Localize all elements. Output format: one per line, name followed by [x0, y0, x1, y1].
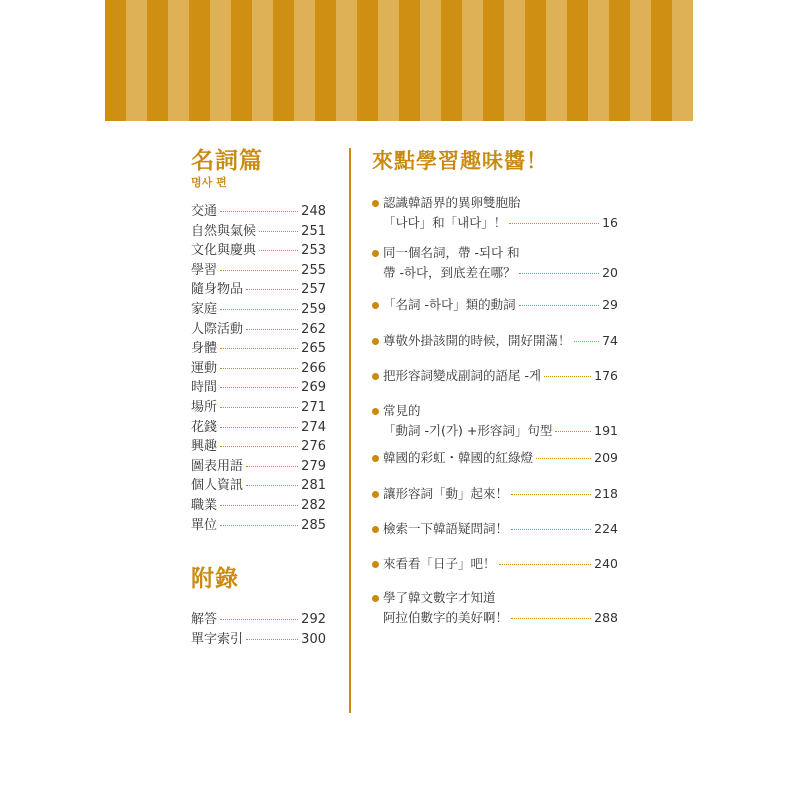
- toc-entry-label: 場所: [191, 399, 218, 415]
- bullet-dot-icon: [372, 526, 379, 533]
- appendix-toc-list: [191, 608, 326, 648]
- toc-entry-label: 家庭: [191, 301, 218, 317]
- toc-entry-page: 248: [301, 204, 326, 219]
- tip-entry-page: 20: [602, 265, 618, 280]
- toc-entry-label: 交通: [191, 204, 218, 219]
- toc-entry-page: 265: [301, 341, 326, 357]
- toc-entry-page: 266: [301, 360, 326, 376]
- toc-entry-page: 255: [301, 262, 326, 278]
- dot-leader: [220, 505, 298, 506]
- toc-entry[interactable]: [191, 337, 326, 357]
- toc-entry[interactable]: [191, 396, 326, 416]
- tip-entry[interactable]: [372, 588, 618, 628]
- bullet-dot-icon: [372, 455, 379, 462]
- tip-entry[interactable]: [372, 519, 618, 539]
- toc-entry-label: 人際活動: [191, 321, 244, 337]
- toc-entry[interactable]: [191, 435, 326, 455]
- tips-section: [372, 148, 618, 625]
- toc-entry-label: 圖表用語: [191, 458, 244, 474]
- dot-leader: [511, 494, 591, 495]
- tip-entry-page: 288: [594, 610, 618, 625]
- dot-leader: [246, 466, 298, 467]
- tip-entry-page: 74: [602, 333, 618, 348]
- toc-entry-label: 時間: [191, 380, 218, 396]
- dot-leader: [511, 529, 591, 530]
- toc-entry[interactable]: [191, 239, 326, 259]
- toc-entry-label: 單位: [191, 517, 218, 533]
- toc-entry[interactable]: [191, 376, 326, 396]
- nouns-section-title: 名詞篇: [191, 148, 263, 174]
- bullet-dot-icon: [372, 595, 379, 602]
- toc-entry-label: 身體: [191, 341, 218, 357]
- tip-entry[interactable]: [372, 295, 618, 315]
- tip-entry[interactable]: [372, 243, 618, 283]
- dot-leader: [544, 376, 591, 377]
- tip-entry-page: 29: [602, 297, 618, 312]
- dot-leader: [220, 525, 298, 526]
- dot-leader: [220, 211, 298, 212]
- toc-entry-page: 300: [301, 632, 326, 647]
- tip-entry-text: 讓形容詞「動」起來！: [383, 486, 509, 501]
- toc-entry-label: 解答: [191, 612, 218, 627]
- dot-leader: [246, 485, 298, 486]
- dot-leader: [220, 309, 298, 310]
- appendix-section-title: 附錄: [191, 566, 239, 592]
- dot-leader: [259, 231, 298, 232]
- toc-entry-label: 花錢: [191, 419, 218, 435]
- toc-entry[interactable]: [191, 494, 326, 514]
- toc-entry[interactable]: [191, 608, 326, 628]
- bullet-dot-icon: [372, 250, 379, 257]
- bullet-dot-icon: [372, 200, 379, 207]
- appendix-section: [191, 566, 326, 648]
- bullet-dot-icon: [372, 302, 379, 309]
- tip-entry-page: 240: [594, 556, 618, 571]
- toc-entry-page: 257: [301, 282, 326, 298]
- tip-entry-page: 176: [594, 368, 618, 383]
- dot-leader: [511, 618, 591, 619]
- tip-entry-text: 「나다」和「내다」！: [383, 215, 507, 230]
- dot-leader: [519, 305, 599, 306]
- dot-leader: [499, 564, 592, 565]
- toc-entry-label: 自然與氣候: [191, 223, 257, 239]
- toc-entry[interactable]: [191, 474, 326, 494]
- tip-entry-text: 來看看「日子」吧！: [383, 556, 496, 571]
- tip-entry-text: 把形容詞變成副詞的語尾 -게: [383, 368, 542, 383]
- bullet-dot-icon: [372, 408, 379, 415]
- tip-entry-text: 「動詞 -기(가) +形容詞」句型: [383, 423, 553, 438]
- tip-entry-page: 191: [594, 423, 618, 438]
- tip-entry-page: 209: [594, 450, 618, 465]
- dot-leader: [246, 639, 298, 640]
- tip-entry-text: 韓國的彩虹・韓國的紅綠燈: [383, 450, 534, 465]
- toc-entry-page: 251: [301, 223, 326, 239]
- toc-entry-label: 隨身物品: [191, 282, 244, 298]
- tip-entry[interactable]: [372, 484, 618, 504]
- header-stripe-banner: [105, 0, 693, 121]
- dot-leader: [536, 458, 591, 459]
- toc-entry-page: 253: [301, 243, 326, 259]
- toc-entry-label: 文化與慶典: [191, 243, 257, 259]
- nouns-section: [191, 148, 326, 533]
- toc-entry-page: 271: [301, 399, 326, 415]
- tip-entry[interactable]: [372, 448, 618, 468]
- toc-entry-page: 259: [301, 301, 326, 317]
- tip-entry-text: 阿拉伯數字的美好啊！: [383, 610, 509, 625]
- dot-leader: [246, 329, 298, 330]
- toc-entry-label: 單字索引: [191, 632, 244, 647]
- tip-entry-text: 帶 -하다，到底差在哪？: [383, 265, 516, 280]
- dot-leader: [220, 407, 298, 408]
- dot-leader: [220, 368, 298, 369]
- dot-leader: [220, 387, 298, 388]
- toc-entry-label: 運動: [191, 360, 218, 376]
- tip-entry[interactable]: [372, 366, 618, 386]
- tip-entry[interactable]: [372, 401, 618, 441]
- tip-entry[interactable]: [372, 331, 618, 351]
- tip-entry-text: 學了韓文數字才知道: [383, 590, 496, 605]
- nouns-toc-list: [191, 200, 326, 533]
- toc-entry-page: 276: [301, 439, 326, 455]
- tip-entry-text: 檢索一下韓語疑問詞！: [383, 521, 509, 536]
- dot-leader: [509, 223, 599, 224]
- tip-entry-text: 常見的: [383, 403, 421, 418]
- dot-leader: [246, 289, 298, 290]
- column-divider: [349, 148, 351, 713]
- toc-entry[interactable]: [191, 220, 326, 240]
- toc-entry[interactable]: [191, 416, 326, 436]
- dot-leader: [220, 446, 298, 447]
- toc-entry-page: 262: [301, 321, 326, 337]
- toc-entry-page: 285: [301, 517, 326, 533]
- toc-entry-page: 279: [301, 458, 326, 474]
- toc-entry-label: 學習: [191, 262, 218, 278]
- tip-entry-text: 同一個名詞，帶 -되다 和: [383, 245, 520, 260]
- tip-entry[interactable]: [372, 554, 618, 574]
- toc-entry-page: 269: [301, 380, 326, 396]
- dot-leader: [519, 273, 599, 274]
- tip-entry-page: 224: [594, 521, 618, 536]
- toc-entry-label: 職業: [191, 497, 218, 513]
- toc-entry[interactable]: [191, 259, 326, 279]
- toc-entry[interactable]: [191, 298, 326, 318]
- dot-leader: [574, 341, 600, 342]
- tip-entry[interactable]: [372, 193, 618, 233]
- toc-entry[interactable]: [191, 278, 326, 298]
- dot-leader: [220, 270, 298, 271]
- toc-entry-page: 274: [301, 419, 326, 435]
- toc-entry[interactable]: [191, 514, 326, 534]
- tip-entry-page: 16: [602, 215, 618, 230]
- toc-entry[interactable]: [191, 628, 326, 648]
- dot-leader: [220, 427, 298, 428]
- dot-leader: [220, 348, 298, 349]
- toc-entry[interactable]: [191, 318, 326, 338]
- dot-leader: [259, 250, 298, 251]
- toc-entry-page: 281: [301, 478, 326, 494]
- toc-entry-page: 282: [301, 497, 326, 513]
- bullet-dot-icon: [372, 338, 379, 345]
- dot-leader: [555, 431, 591, 432]
- toc-entry-label: 個人資訊: [191, 478, 244, 494]
- nouns-section-subtitle: 명사 편: [191, 176, 227, 189]
- tips-section-title: 來點學習趣味醬！: [372, 149, 548, 173]
- toc-entry[interactable]: [191, 357, 326, 377]
- tip-entry-page: 218: [594, 486, 618, 501]
- bullet-dot-icon: [372, 491, 379, 498]
- tip-entry-text: 尊敬外掛該開的時候，開好開滿！: [383, 333, 571, 348]
- toc-entry-label: 興趣: [191, 439, 218, 455]
- tip-entry-text: 認識韓語界的異卵雙胞胎: [383, 195, 521, 210]
- bullet-dot-icon: [372, 561, 379, 568]
- bullet-dot-icon: [372, 373, 379, 380]
- toc-entry[interactable]: [191, 200, 326, 220]
- tip-entry-text: 「名詞 -하다」類的動詞: [383, 297, 516, 312]
- toc-entry-page: 292: [301, 612, 326, 627]
- toc-entry[interactable]: [191, 455, 326, 475]
- dot-leader: [220, 619, 298, 620]
